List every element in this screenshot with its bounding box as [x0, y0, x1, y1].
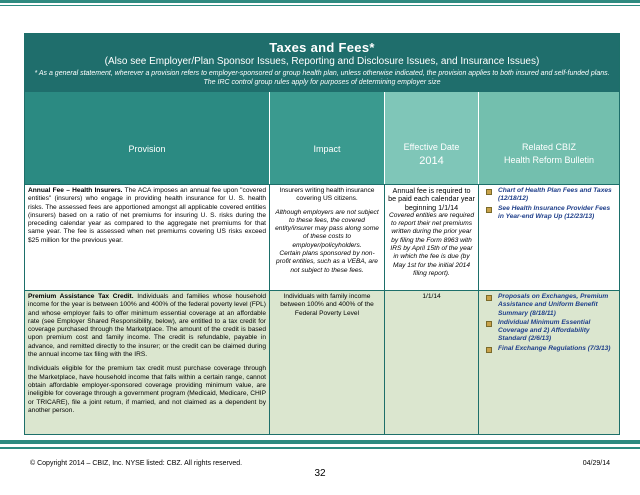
provision-title: Annual Fee – Health Insurers.: [28, 187, 123, 194]
bullet-icon: [486, 189, 492, 195]
effective-date-text: 1/1/14: [422, 293, 441, 300]
related-header-line2: Health Reform Bulletin: [503, 155, 595, 165]
effective-date-cell: [384, 291, 478, 435]
list-item[interactable]: [482, 293, 616, 318]
table-row: [25, 290, 619, 435]
list-item[interactable]: [482, 345, 616, 353]
bulletin-link[interactable]: See Health Insurance Provider Fees in Year-end Wrap Up (12/23/13): [498, 204, 611, 220]
bullet-icon: [486, 321, 492, 327]
provision-text-2: Individuals eligible for the premium tax credit must purchase coverage through the Marketplace, have household income that falls within a certain range, cannot obtain affordable employer-sponsored coverage providing minimum value, are ineligible for coverage through a government program (Medicaid, Medicare, CHIP or TRICARE), file a joint return, if married, and not claimed as a dependent by another person.: [28, 365, 266, 414]
bullet-icon: [486, 347, 492, 353]
effective-header-year: 2014: [419, 155, 444, 167]
impact-cell: [269, 291, 384, 435]
page-number: 32: [314, 468, 326, 479]
list-item[interactable]: [482, 205, 616, 222]
fees-table: [24, 33, 620, 435]
copyright-text: © Copyright 2014 – CBIZ, Inc. NYSE listed: CBZ. All rights reserved.: [30, 460, 243, 467]
column-header-impact: [269, 92, 384, 184]
bulletin-link[interactable]: Proposals on Exchanges, Premium Assistance and Uniform Benefit Summary (8/18/11): [498, 293, 609, 317]
bullet-icon: [486, 295, 492, 301]
impact-header-label: Impact: [313, 144, 341, 154]
provision-text: Individuals and families whose household income for the year is between 100% and 400% of the federal poverty level (FPL) and whose employer fails to offer minimum essential coverage at an affordable rate (see Employer Shared Responsibility, below), are entitled to a tax credit for coverage purchased through the Marketplace. The amount of the credit is based upon premium cost and family income. The credit is refundable, payable in advance, and remitted directly to the insurer; or the credit can be claimed during the annual income tax filing with the IRS.: [28, 293, 266, 359]
effective-date-note: Covered entities are required to report their net premiums written during the prior year by filing the Form 8963 with IRS by April 15th of the year in which the fee is due (by May 1st for the initial 2014 filing report).: [388, 211, 475, 277]
impact-note: Although employers are not subject to these fees, the covered entity/insurer may pass along some of these costs to employer/policyholders.: [275, 208, 379, 249]
top-rule-thin: [0, 5, 640, 6]
related-header-line1: Related CBIZ: [521, 142, 577, 152]
page-title: Taxes and Fees*: [269, 40, 375, 55]
header-note: * As a general statement, wherever a provision refers to employer-sponsored or group health plan, unless otherwise indicated, the provision applies to both insured and self-funded plans. The IRC control group rules apply for purposes of determining employer size: [34, 70, 610, 86]
provision-header-label: Provision: [128, 144, 166, 154]
top-rule: [0, 0, 640, 3]
impact-text: Insurers writing health insurance covering US citizens.: [279, 187, 375, 203]
table-header: [25, 34, 619, 92]
related-bulletin-cell: [478, 185, 619, 291]
footer-date: 04/29/14: [582, 460, 610, 467]
bottom-rule: [0, 440, 640, 444]
bottom-rule-thin: [0, 447, 640, 449]
provision-cell: [25, 185, 269, 291]
column-header-effective-date: [384, 92, 478, 184]
impact-cell: [269, 185, 384, 291]
column-header-related-bulletin: [478, 92, 619, 184]
bullet-icon: [486, 207, 492, 213]
provision-title: Premium Assistance Tax Credit.: [28, 293, 134, 300]
column-header-provision: [25, 92, 269, 184]
provision-cell: [25, 291, 269, 435]
effective-header-label: Effective Date: [403, 142, 460, 152]
bulletin-link[interactable]: Individual Minimum Essential Coverage and 2) Affordability Standard (2/6/13): [498, 318, 591, 343]
table-row: [25, 184, 619, 291]
effective-date-cell: [384, 185, 478, 291]
list-item[interactable]: [482, 187, 616, 204]
list-item[interactable]: [482, 319, 616, 344]
provision-text: The ACA imposes an annual fee upon "covered entities" (insurers) who engage in providing health insurance for U. S. health risks. The assessed fees are apportioned amongst all applicable covered entities (insurers) based on a ratio of net premiums for insuring U. S. risks during the preceding calendar year as compared to the aggregate net premiums for that same year. The fee is assessed when net premiums covering US risks exceed $25 million for the previous year.: [28, 187, 266, 244]
related-bulletin-cell: [478, 291, 619, 435]
effective-date-text: Annual fee is required to be paid each calendar year beginning 1/1/14: [388, 186, 475, 212]
impact-text: Individuals with family income between 100% and 400% of the Federal Poverty Level: [280, 293, 374, 317]
page-subtitle: (Also see Employer/Plan Sponsor Issues, Reporting and Disclosure Issues, and Insurance Issues): [104, 56, 540, 67]
bulletin-link[interactable]: Final Exchange Regulations (7/3/13): [498, 344, 611, 352]
bulletin-link[interactable]: Chart of Health Plan Fees and Taxes (12/18/12): [498, 187, 612, 203]
impact-note-2: Certain plans sponsored by non-profit entities, such as a VEBA, are not subject to these fees.: [276, 250, 378, 274]
